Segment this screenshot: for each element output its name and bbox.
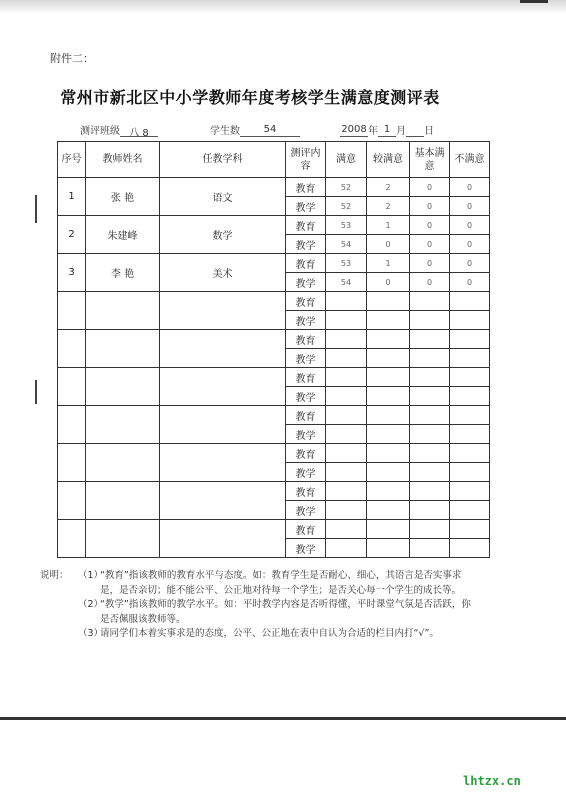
satisfied-cell [326,520,367,539]
page-title: 常州市新北区中小学教师年度考核学生满意度测评表 [60,88,440,107]
student-count-label: 学生数 [210,126,240,137]
student-count-value: 54 [240,124,300,137]
class-value: 八 8 [120,124,158,137]
satisfied-cell: 53 [326,254,367,273]
subject-cell [160,520,286,558]
teacher-name-cell [86,292,160,330]
table-row [58,444,490,463]
satisfied-cell [326,368,367,387]
content-label-cell: 教育 [286,292,326,311]
subject-cell [160,330,286,368]
unsatisfied-cell [450,539,490,558]
fairly-satisfied-cell [367,425,410,444]
date-day [406,124,424,137]
basically-satisfied-cell [410,425,450,444]
teacher-name-cell [86,406,160,444]
day-suffix: 日 [424,126,434,137]
basically-satisfied-cell [410,330,450,349]
satisfied-cell [326,501,367,520]
table-row [58,520,490,539]
content-label-cell: 教育 [286,444,326,463]
satisfied-cell: 52 [326,178,367,197]
note-item [40,627,480,642]
unsatisfied-cell [450,292,490,311]
unsatisfied-cell: 0 [450,254,490,273]
seq-cell [58,520,86,558]
header-content: 测评内容 [286,142,326,178]
content-label-cell: 教学 [286,463,326,482]
note-number: （3） [78,628,104,639]
basically-satisfied-cell: 0 [410,197,450,216]
bottom-rule [0,717,566,720]
satisfaction-table [57,141,490,558]
fairly-satisfied-cell [367,463,410,482]
seq-cell [58,330,86,368]
content-label-cell: 教学 [286,539,326,558]
notes [40,569,480,642]
unsatisfied-cell [450,368,490,387]
content-label-cell: 教学 [286,349,326,368]
basically-satisfied-cell: 0 [410,235,450,254]
month-suffix: 月 [396,126,406,137]
unsatisfied-cell: 0 [450,235,490,254]
basically-satisfied-cell [410,444,450,463]
fairly-satisfied-cell [367,368,410,387]
header-fairly-satisfied: 较满意 [367,142,410,178]
note-text: “教育”指该教师的教育水平与态度。如：教育学生是否耐心、细心，其语言是否实事求是，是否亲切；能不能公平、公正地对待每一个学生；是否关心每一个学生的成长等。 [100,570,462,596]
note-item [40,598,480,627]
teacher-name-cell [86,520,160,558]
content-label-cell: 教学 [286,273,326,292]
satisfied-cell [326,463,367,482]
year-suffix: 年 [368,126,378,137]
student-count-field [210,122,300,137]
satisfied-cell [326,425,367,444]
note-item [40,569,480,598]
basically-satisfied-cell [410,501,450,520]
fairly-satisfied-cell: 1 [367,254,410,273]
basically-satisfied-cell: 0 [410,216,450,235]
satisfied-cell [326,406,367,425]
unsatisfied-cell [450,463,490,482]
fairly-satisfied-cell: 2 [367,178,410,197]
subject-cell [160,292,286,330]
table-row [58,406,490,425]
header-row [58,142,490,178]
corner-mark [520,0,548,3]
content-label-cell: 教育 [286,520,326,539]
header-seq: 序号 [58,142,86,178]
subject-cell [160,406,286,444]
teacher-name-cell [86,368,160,406]
seq-cell: 2 [58,216,86,254]
unsatisfied-cell: 0 [450,273,490,292]
content-label-cell: 教学 [286,311,326,330]
satisfied-cell: 52 [326,197,367,216]
seq-cell [58,368,86,406]
margin-mark [35,195,37,223]
scan-edge [0,0,566,14]
fairly-satisfied-cell: 1 [367,216,410,235]
unsatisfied-cell: 0 [450,197,490,216]
unsatisfied-cell [450,330,490,349]
header-basically-satisfied: 基本满意 [410,142,450,178]
unsatisfied-cell: 0 [450,178,490,197]
satisfied-cell: 54 [326,273,367,292]
subject-cell [160,482,286,520]
date-year: 2008 [341,124,367,135]
satisfied-cell [326,311,367,330]
table-row [58,178,490,197]
fairly-satisfied-cell [367,501,410,520]
header-teacher: 教师姓名 [86,142,160,178]
unsatisfied-cell: 0 [450,216,490,235]
unsatisfied-cell [450,501,490,520]
basically-satisfied-cell [410,349,450,368]
note-text: “教学”指该教师的教学水平。如：平时教学内容是否听得懂，平时课堂气氛是否活跃，你是否佩服该教师等。 [100,599,471,625]
subject-cell: 美术 [160,254,286,292]
unsatisfied-cell [450,444,490,463]
notes-label: 说明： [40,570,69,581]
fairly-satisfied-cell [367,406,410,425]
unsatisfied-cell [450,406,490,425]
header-satisfied: 满意 [326,142,367,178]
satisfied-cell: 53 [326,216,367,235]
satisfied-cell [326,292,367,311]
subject-cell: 数学 [160,216,286,254]
seq-cell: 1 [58,178,86,216]
basically-satisfied-cell: 0 [410,273,450,292]
seq-cell [58,444,86,482]
fairly-satisfied-cell [367,482,410,501]
table-row [58,330,490,349]
seq-cell [58,482,86,520]
fairly-satisfied-cell [367,539,410,558]
seq-cell: 3 [58,254,86,292]
basically-satisfied-cell [410,539,450,558]
content-label-cell: 教育 [286,178,326,197]
content-label-cell: 教学 [286,387,326,406]
content-label-cell: 教学 [286,501,326,520]
attachment-label: 附件二： [50,52,94,65]
seq-cell [58,292,86,330]
basically-satisfied-cell: 0 [410,178,450,197]
table-row [58,482,490,501]
content-label-cell: 教学 [286,197,326,216]
fairly-satisfied-cell [367,292,410,311]
content-label-cell: 教育 [286,216,326,235]
teacher-name-cell: 朱建峰 [86,216,160,254]
unsatisfied-cell [450,425,490,444]
seq-cell [58,406,86,444]
fairly-satisfied-cell [367,520,410,539]
fairly-satisfied-cell: 0 [367,273,410,292]
content-label-cell: 教育 [286,482,326,501]
table-row [58,368,490,387]
basically-satisfied-cell [410,292,450,311]
teacher-name-cell [86,330,160,368]
satisfied-cell [326,482,367,501]
unsatisfied-cell [450,387,490,406]
teacher-name-cell [86,482,160,520]
content-label-cell: 教学 [286,235,326,254]
table-row [58,292,490,311]
teacher-name-cell: 张 艳 [86,178,160,216]
content-label-cell: 教育 [286,254,326,273]
class-label: 测评班级 [80,126,120,137]
note-number: （2） [78,599,104,610]
fairly-satisfied-cell [367,330,410,349]
note-number: （1） [78,570,104,581]
basically-satisfied-cell [410,482,450,501]
fairly-satisfied-cell: 2 [367,197,410,216]
satisfied-cell [326,539,367,558]
table-row [58,216,490,235]
fairly-satisfied-cell: 0 [367,235,410,254]
unsatisfied-cell [450,482,490,501]
fairly-satisfied-cell [367,349,410,368]
subject-cell: 语文 [160,178,286,216]
margin-mark [35,380,37,404]
satisfied-cell: 54 [326,235,367,254]
content-label-cell: 教育 [286,330,326,349]
content-label-cell: 教学 [286,425,326,444]
basically-satisfied-cell [410,368,450,387]
satisfied-cell [326,349,367,368]
satisfied-cell [326,387,367,406]
unsatisfied-cell [450,349,490,368]
site-watermark: lhtzx.cn [463,774,521,788]
fairly-satisfied-cell [367,311,410,330]
note-text: 请同学们本着实事求是的态度，公平、公正地在表中自认为合适的栏目内打“√”。 [100,628,439,639]
unsatisfied-cell [450,520,490,539]
header-subject: 任教学科 [160,142,286,178]
satisfied-cell [326,444,367,463]
date-field [340,122,434,137]
teacher-name-cell: 李 艳 [86,254,160,292]
basically-satisfied-cell [410,463,450,482]
content-label-cell: 教育 [286,368,326,387]
satisfied-cell [326,330,367,349]
table-row [58,254,490,273]
unsatisfied-cell [450,311,490,330]
header-unsatisfied: 不满意 [450,142,490,178]
class-field [80,122,158,137]
content-label-cell: 教育 [286,406,326,425]
basically-satisfied-cell [410,520,450,539]
subject-cell [160,444,286,482]
fairly-satisfied-cell [367,387,410,406]
basically-satisfied-cell [410,311,450,330]
basically-satisfied-cell: 0 [410,254,450,273]
basically-satisfied-cell [410,406,450,425]
basically-satisfied-cell [410,387,450,406]
subject-cell [160,368,286,406]
date-month: 1 [378,124,396,137]
fairly-satisfied-cell [367,444,410,463]
teacher-name-cell [86,444,160,482]
